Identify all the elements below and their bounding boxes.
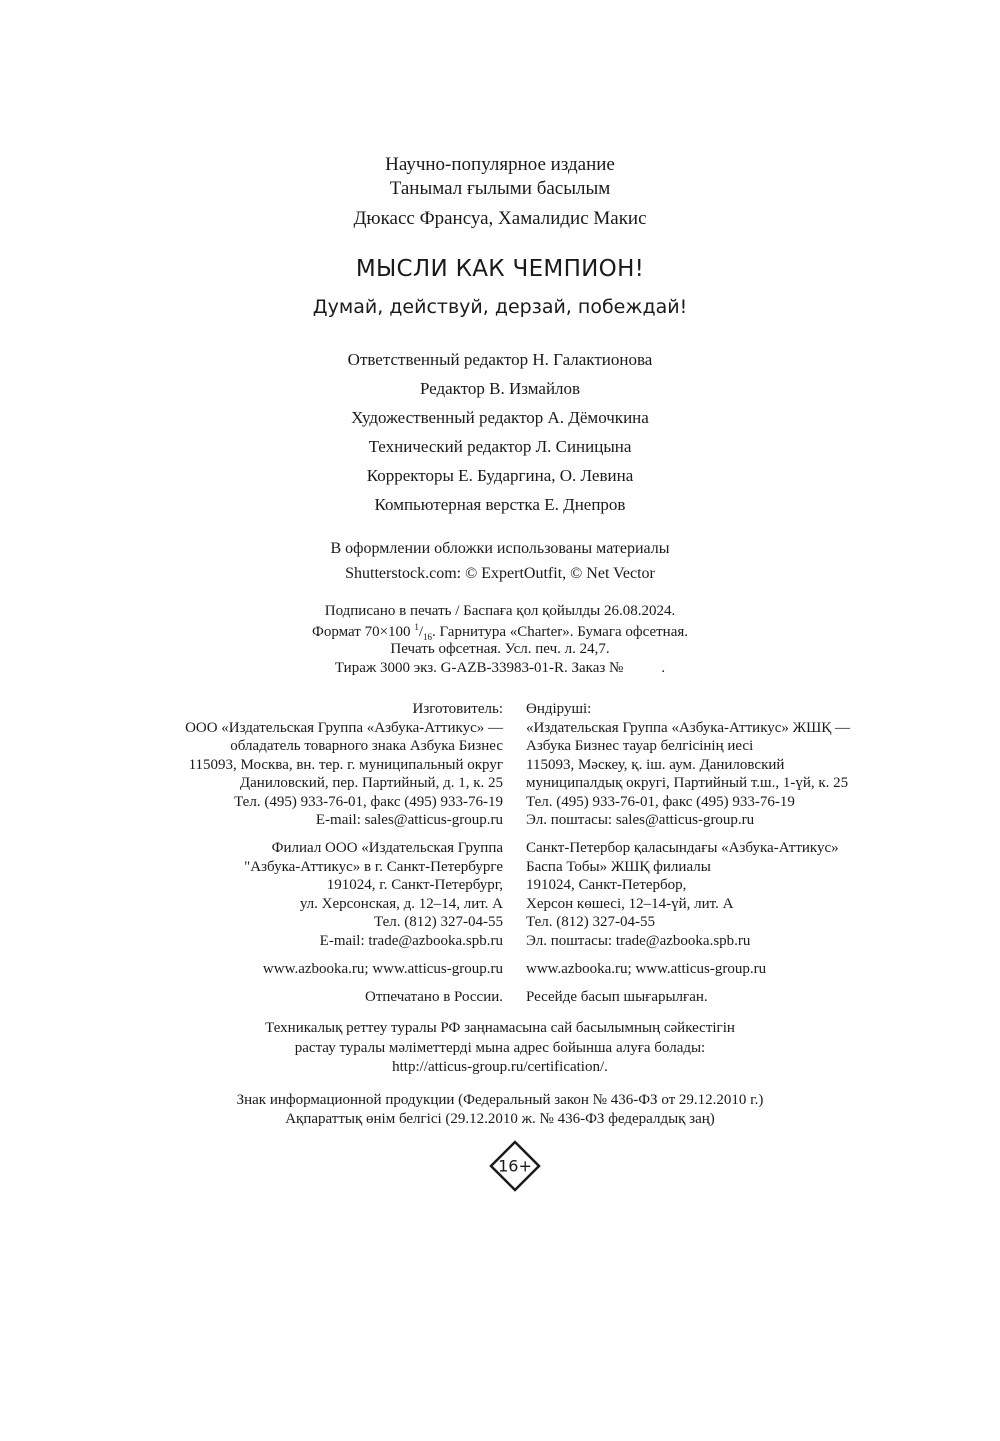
print-run (0, 660, 1000, 677)
authors: Дюкасс Франсуа, Хамалидис Макис (353, 208, 647, 229)
branch-line: "Азбука-Аттикус» в г. Санкт-Петербурге (244, 858, 503, 875)
branch-email: E-mail: trade@azbooka.spb.ru (319, 932, 503, 949)
branch-line: Санкт-Петербор қаласындағы «Азбука-Аттикус» (526, 840, 839, 856)
cover-note-line: Shutterstock.com: © ExpertOutfit, © Net Vector (345, 565, 655, 582)
websites-kz: www.azbooka.ru; www.atticus-group.ru (526, 961, 767, 977)
certification-line: растау туралы мәліметтерді мына адрес бойынша алуға болады: (294, 1040, 706, 1056)
manufacturer-email: E-mail: sales@atticus-group.ru (315, 812, 503, 828)
print-signed: Подписано в печать / Баспаға қол қойылды 26.08.2024. (324, 603, 676, 619)
manufacturer-line: обладатель товарного знака Азбука Бизнес (230, 738, 503, 754)
manufacturer-line: Тел. (495) 933-76-01, факс (495) 933-76-19 (526, 793, 795, 810)
manufacturer-line: Азбука Бизнес тауар белгісінің иесі (526, 738, 754, 754)
edition-type-kz: Танымал ғылыми басылым (389, 178, 611, 199)
branch-line: Тел. (812) 327-04-55 (374, 914, 503, 930)
printed-kz: Ресейде басып шығарылған. (526, 989, 708, 1005)
manufacturer-line: 115093, Мәскеу, қ. іш. аум. Даниловский (526, 756, 785, 773)
manufacturer-line: 115093, Москва, вн. тер. г. муниципальный округ (188, 756, 503, 773)
print-run-end: . (661, 660, 666, 676)
print-method: Печать офсетная. Усл. печ. л. 24,7. (390, 641, 610, 657)
branch-email: Эл. поштасы: trade@azbooka.spb.ru (526, 932, 751, 949)
book-title: МЫСЛИ КАК ЧЕМПИОН! (355, 256, 645, 282)
format-slash: / (418, 624, 423, 640)
certification-line: Техникалық реттеу туралы РФ заңнамасына сай басылымның сәйкестігін (265, 1020, 735, 1036)
info-sign-line: Ақпараттық өнім белгісі (29.12.2010 ж. № 436-ФЗ федералдық заң) (285, 1111, 715, 1127)
credit-line: Художественный редактор А. Дёмочкина (351, 408, 649, 427)
cover-note-line: В оформлении обложки использованы материалы (330, 540, 670, 557)
certification-url: http://atticus-group.ru/certification/. (392, 1059, 608, 1075)
credit-line: Ответственный редактор Н. Галактионова (347, 350, 653, 369)
printed-ru: Отпечатано в России. (365, 989, 503, 1005)
branch-line: Тел. (812) 327-04-55 (526, 914, 655, 930)
manufacturer-kz (526, 700, 850, 830)
manufacturer-line: Тел. (495) 933-76-01, факс (495) 933-76-19 (234, 793, 503, 810)
manufacturer-line: «Издательская Группа «Азбука-Аттикус» ЖШҚ — (526, 719, 851, 736)
manufacturer-ru (185, 700, 503, 830)
websites-ru: www.azbooka.ru; www.atticus-group.ru (262, 961, 503, 977)
print-run-text: Тираж 3000 экз. G-AZB-33983-01-R. Заказ № (334, 660, 624, 676)
print-format (0, 622, 1000, 642)
age-rating-diamond (489, 1140, 541, 1192)
branch-line: Баспа Тобы» ЖШҚ филиалы (526, 858, 711, 875)
manufacturer-line: муниципалдық округі, Партийный т.ш., 1-үй, к. 25 (526, 775, 849, 791)
manufacturer-email: Эл. поштасы: sales@atticus-group.ru (526, 812, 755, 828)
branch-line: Филиал ООО «Издательская Группа (271, 840, 503, 856)
credit-line: Редактор В. Измайлов (419, 379, 581, 398)
branch-line: Херсон көшесі, 12–14-үй, лит. А (526, 895, 734, 912)
info-sign-line: Знак информационной продукции (Федеральный закон № 436-ФЗ от 29.12.2010 г.) (236, 1092, 764, 1108)
manufacturer-heading: Изготовитель: (412, 701, 503, 717)
age-rating-badge (489, 1140, 541, 1192)
credit-line: Корректоры Е. Бударгина, О. Левина (366, 466, 634, 485)
manufacturer-line: Даниловский, пер. Партийный, д. 1, к. 25 (239, 775, 503, 791)
branch-line: 191024, г. Санкт-Петербург, (326, 877, 503, 893)
branch-line: 191024, Санкт-Петербор, (526, 877, 687, 893)
credit-line: Технический редактор Л. Синицына (368, 437, 632, 456)
format-suffix: . Гарнитура «Charter». Бумага офсетная. (431, 624, 688, 640)
format-num: 1 (414, 622, 419, 632)
credit-line: Компьютерная верстка Е. Днепров (374, 495, 626, 514)
branch-kz (526, 839, 839, 950)
age-rating-text: 16+ (498, 1156, 532, 1176)
format-prefix: Формат 70×100 (312, 624, 415, 640)
manufacturer-heading: Өндіруші: (526, 701, 592, 717)
manufacturer-line: ООО «Издательская Группа «Азбука-Аттикус» — (185, 719, 503, 736)
edition-type-ru: Научно-популярное издание (385, 154, 615, 175)
book-subtitle: Думай, действуй, дерзай, побеждай! (312, 296, 688, 318)
branch-line: ул. Херсонская, д. 12–14, лит. А (299, 895, 503, 912)
format-den: 16 (422, 632, 432, 642)
branch-ru (244, 839, 503, 950)
